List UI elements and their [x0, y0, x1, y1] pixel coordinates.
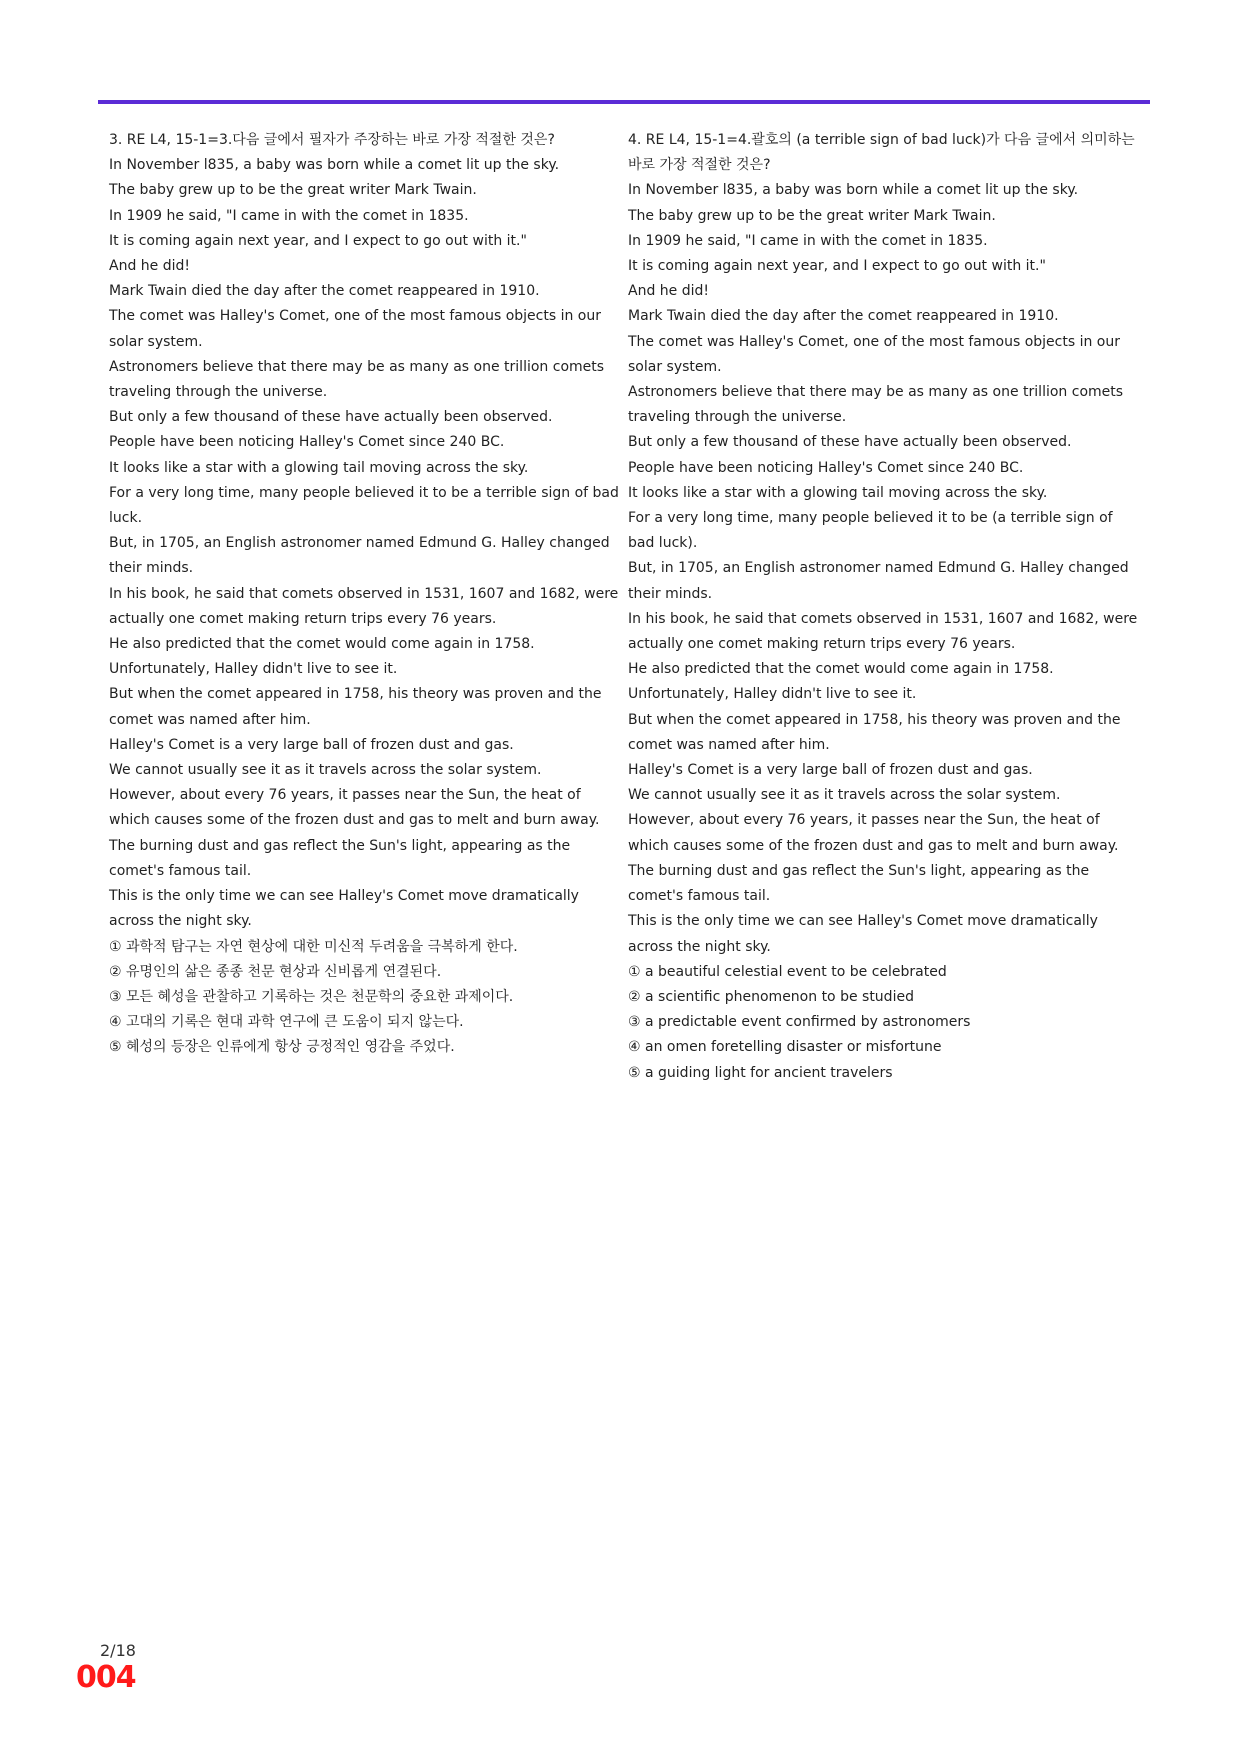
passage-sentence: For a very long time, many people believed it to be a terrible sign of bad luck.	[109, 484, 619, 527]
choice-option: ③ a predictable event confirmed by astronomers	[628, 1014, 971, 1031]
passage-sentence: Halley's Comet is a very large ball of frozen dust and gas.	[109, 736, 514, 753]
choice-option: ① a beautiful celestial event to be celebrated	[628, 963, 947, 980]
passage-sentence: Mark Twain died the day after the comet reappeared in 1910.	[628, 308, 1059, 325]
passage-sentence: The burning dust and gas reflect the Sun's light, appearing as the comet's famous tail.	[109, 837, 571, 879]
passage-sentence: However, about every 76 years, it passes near the Sun, the heat of which causes some of the frozen dust and gas to melt and burn away.	[109, 787, 600, 829]
passage-sentence: He also predicted that the comet would come again in 1758.	[628, 661, 1054, 678]
passage-sentence: It looks like a star with a glowing tail moving across the sky.	[109, 459, 529, 476]
choice-list	[628, 960, 1138, 1086]
choice-option: ④ an omen foretelling disaster or misfortune	[628, 1039, 942, 1056]
passage-sentence: But, in 1705, an English astronomer named Edmund G. Halley changed their minds.	[109, 535, 610, 577]
choice-option: ③ 모든 혜성을 관찰하고 기록하는 것은 천문학의 중요한 과제이다.	[109, 988, 514, 1005]
passage-sentence: In 1909 he said, "I came in with the comet in 1835.	[628, 232, 988, 249]
passage-sentence: Mark Twain died the day after the comet reappeared in 1910.	[109, 283, 540, 300]
question-header: 4. RE L4, 15-1=4.괄호의 (a terrible sign of bad luck)가 다음 글에서 의미하는 바로 가장 적절한 것은?	[628, 132, 1135, 174]
choice-option: ② a scientific phenomenon to be studied	[628, 988, 914, 1005]
passage-sentence: And he did!	[628, 283, 709, 300]
passage-sentence: Unfortunately, Halley didn't live to see it.	[628, 686, 917, 703]
choice-option: ② 유명인의 삶은 종종 천문 현상과 신비롭게 연결된다.	[109, 963, 442, 980]
page-number: 2/18	[100, 1641, 136, 1660]
passage-sentence: Unfortunately, Halley didn't live to see it.	[109, 661, 398, 678]
question-4	[628, 128, 1138, 1086]
passage	[628, 178, 1138, 959]
passage-sentence: The baby grew up to be the great writer Mark Twain.	[628, 207, 996, 224]
passage-sentence: The comet was Halley's Comet, one of the most famous objects in our solar system.	[109, 308, 602, 350]
passage-sentence: But, in 1705, an English astronomer named Edmund G. Halley changed their minds.	[628, 560, 1129, 602]
passage-sentence: But only a few thousand of these have actually been observed.	[628, 434, 1072, 451]
passage-sentence: This is the only time we can see Halley's Comet move dramatically across the night sky.	[628, 913, 1098, 955]
passage-sentence: In November l835, a baby was born while a comet lit up the sky.	[109, 157, 560, 174]
choice-option: ④ 고대의 기록은 현대 과학 연구에 큰 도움이 되지 않는다.	[109, 1014, 464, 1031]
passage-sentence: And he did!	[109, 258, 190, 275]
passage	[109, 153, 619, 934]
passage-sentence: But when the comet appeared in 1758, his theory was proven and the comet was named after him.	[628, 711, 1121, 753]
passage-sentence: Astronomers believe that there may be as many as one trillion comets traveling through the universe.	[628, 384, 1124, 426]
passage-sentence: In November l835, a baby was born while a comet lit up the sky.	[628, 182, 1079, 199]
passage-sentence: It is coming again next year, and I expect to go out with it."	[109, 232, 527, 249]
question-3	[109, 128, 619, 1061]
passage-sentence: But when the comet appeared in 1758, his theory was proven and the comet was named after him.	[109, 686, 602, 728]
choice-option: ⑤ 혜성의 등장은 인류에게 항상 긍정적인 영감을 주었다.	[109, 1039, 455, 1056]
passage-sentence: The burning dust and gas reflect the Sun's light, appearing as the comet's famous tail.	[628, 862, 1090, 905]
passage-sentence: In 1909 he said, "I came in with the comet in 1835.	[109, 207, 469, 224]
choice-list	[109, 935, 619, 1061]
passage-sentence: The baby grew up to be the great writer Mark Twain.	[109, 182, 477, 199]
passage-sentence: In his book, he said that comets observed in 1531, 1607 and 1682, were actually one comet making return trips every 76 years.	[109, 585, 619, 627]
passage-sentence: For a very long time, many people believed it to be (a terrible sign of bad luck).	[628, 510, 1113, 552]
passage-sentence: The comet was Halley's Comet, one of the most famous objects in our solar system.	[628, 333, 1121, 375]
choice-option: ① 과학적 탐구는 자연 현상에 대한 미신적 두려움을 극복하게 한다.	[109, 938, 518, 955]
page-code: 004	[76, 1660, 136, 1695]
passage-sentence: People have been noticing Halley's Comet since 240 BC.	[109, 434, 505, 451]
passage-sentence: We cannot usually see it as it travels across the solar system.	[628, 787, 1061, 804]
passage-sentence: He also predicted that the comet would come again in 1758.	[109, 636, 535, 653]
passage-sentence: It is coming again next year, and I expect to go out with it."	[628, 258, 1046, 275]
passage-sentence: But only a few thousand of these have actually been observed.	[109, 409, 553, 426]
top-rule	[98, 100, 1150, 104]
passage-sentence: Astronomers believe that there may be as many as one trillion comets traveling through the universe.	[109, 358, 605, 401]
passage-sentence: It looks like a star with a glowing tail moving across the sky.	[628, 484, 1048, 501]
question-header: 3. RE L4, 15-1=3.다음 글에서 필자가 주장하는 바로 가장 적절한 것은?	[109, 132, 555, 148]
passage-sentence: However, about every 76 years, it passes near the Sun, the heat of which causes some of the frozen dust and gas to melt and burn away.	[628, 812, 1119, 854]
passage-sentence: In his book, he said that comets observed in 1531, 1607 and 1682, were actually one comet making return trips every 76 years.	[628, 610, 1138, 653]
passage-sentence: We cannot usually see it as it travels across the solar system.	[109, 762, 542, 779]
choice-option: ⑤ a guiding light for ancient travelers	[628, 1064, 893, 1081]
passage-sentence: Halley's Comet is a very large ball of frozen dust and gas.	[628, 762, 1033, 779]
passage-sentence: This is the only time we can see Halley's Comet move dramatically across the night sky.	[109, 888, 579, 930]
passage-sentence: People have been noticing Halley's Comet since 240 BC.	[628, 459, 1024, 476]
